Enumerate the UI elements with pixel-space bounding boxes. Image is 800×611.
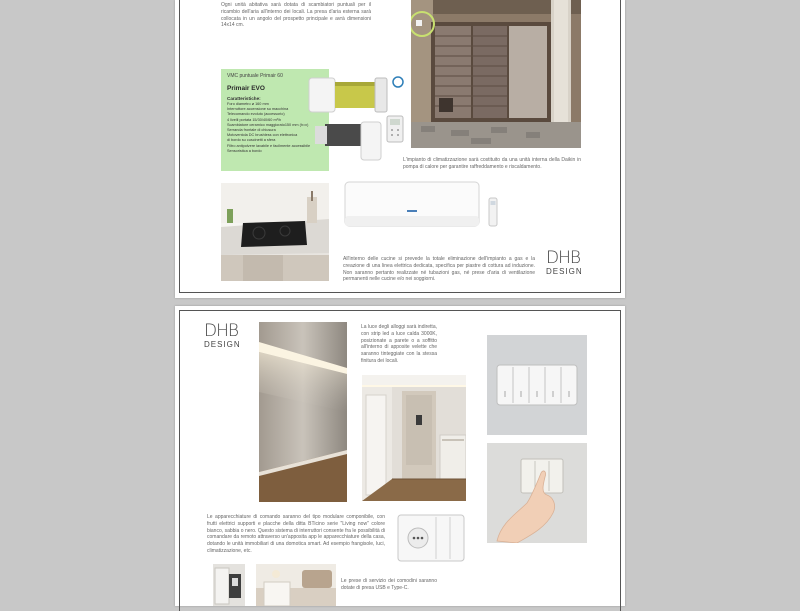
vmc-title: Primair EVO — [227, 85, 265, 92]
logo-mark: DHB — [204, 321, 239, 341]
list-item: Motoventola DC brushless con elettronica — [227, 133, 298, 138]
list-item: Scambiatore ceramico maggiorato150 mm (h=x) — [227, 122, 309, 127]
vmc-subtitle: VMC puntuale Primair 60 — [227, 73, 283, 79]
climate-text: L'impianto di climatizzazione sarà costituito da una unità interna della Daikin in pompa di calore per garantire raffreddamento e riscaldamento. — [403, 157, 581, 170]
list-item: Foro diametro ø 160 mm — [227, 102, 269, 106]
hand-switch-photo — [487, 443, 587, 543]
led-wall-photo — [259, 322, 347, 502]
vmc-features-heading: Caratteristiche: — [227, 96, 261, 101]
kitchen-text: All'interno delle cucine si prevede la totale eliminazione dell'impianto a gas e la creazione di una linea elettrica dedicata, specifica per piastre di cottura ad induzione. Non saranno pertanto realizzate né tubazioni gas, né prese d'aria di ventilazione permanenti nelle cucine e/o nei soggiorni. — [343, 256, 535, 283]
logo-mark: DHB — [546, 248, 581, 268]
list-item: Filtro antipolvere lavabile e facilmente accessibile — [227, 143, 311, 148]
lighting-text: La luce degli alloggi sarà indiretta, con strip led a luce calda 3000K, posizionate a parete o a soffitto all'interno di apposite velette che saranno tinteggiate con la stessa finitura dei locali. — [361, 324, 437, 364]
switch-plate-image — [487, 335, 587, 435]
socket-image — [396, 513, 466, 563]
sockets-text: Le prese di servizio dei comodini saranno dotate di presa USB e Type-C. — [341, 578, 437, 591]
air-conditioner-image — [343, 178, 503, 230]
logo-word: DESIGN — [546, 267, 583, 276]
list-item: 4 livelli portata 15/30/40/60 m³/h — [227, 117, 282, 122]
kitchen-photo — [221, 183, 329, 281]
list-item: Telecomando evoluto (accessorio) — [227, 112, 285, 117]
list-item: di bordo su cuscinetti a sfera — [227, 138, 276, 143]
brand-logo — [546, 250, 583, 276]
list-item: Serranda frontale di chiusura — [227, 128, 276, 133]
document-page-1 — [175, 0, 625, 298]
list-item: Sensoristica a bordo — [227, 148, 262, 153]
vmc-units-image — [305, 72, 409, 168]
list-item: Interruttore accensione su macchina — [227, 107, 289, 112]
logo-word: DESIGN — [204, 340, 241, 349]
ventilation-intro-text: Ogni unità abitativa sarà dotata di scambiatori puntuali per il ricambio dell'aria all'interno dei locali. La presa d'aria esterna sarà collocata in un angolo del prospetto principale e avrà dimensioni 14x14 cm. — [221, 2, 371, 29]
document-page-2 — [175, 306, 625, 606]
corridor-photo — [362, 375, 466, 501]
switches-text: Le apparecchiature di comando saranno del tipo modulare componibile, con frutti elettrici supporti e placche della ditta BTicino serie "Living now" colore bianco, sabbia o nero. Questo sistema di interruttori consente fra le possibilità di comandare da remoto attraverso un'apposita app le apparecchiature della casa, dotando le unità immobiliari di una domotica smart. Ad esempio frangisole, luci, climatizzazione, etc. — [207, 514, 385, 554]
brand-logo — [204, 323, 241, 349]
entrance-door-photo — [411, 0, 581, 148]
